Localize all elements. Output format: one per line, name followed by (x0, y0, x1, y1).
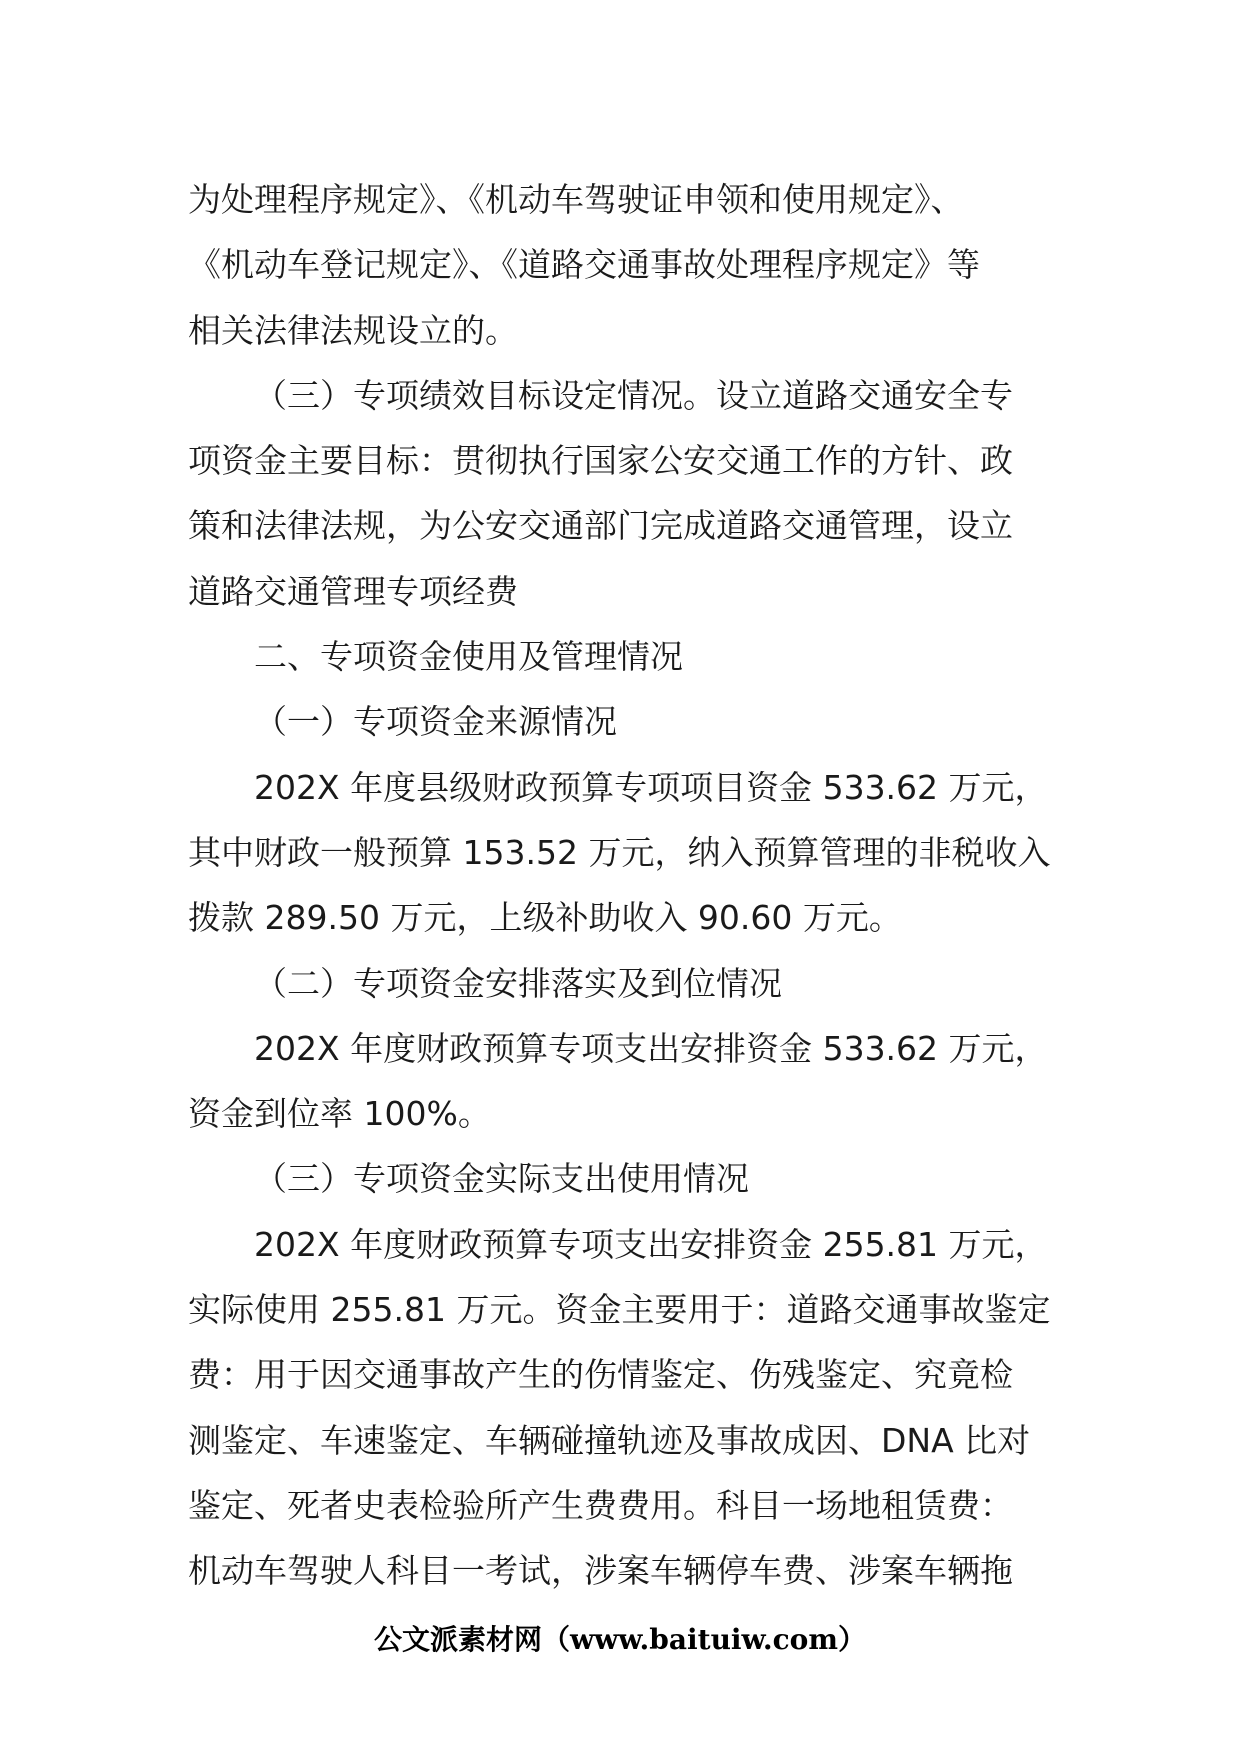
text-line: 鉴定、死者史表检验所产生费费用。科目一场地租赁费： (188, 1485, 1013, 1525)
text-line: 202X 年度财政预算专项支出安排资金 533.62 万元， (254, 1028, 1048, 1068)
text-line: 202X 年度县级财政预算专项项目资金 533.62 万元， (254, 767, 1048, 807)
subsection-heading-paragraph: （三）专项绩效目标设定情况。设立道路交通安全专 (254, 375, 1013, 415)
text-line: 《机动车登记规定》、《道路交通事故处理程序规定》等 (188, 245, 980, 285)
text-line: 项资金主要目标：贯彻执行国家公安交通工作的方针、政 (188, 441, 1013, 481)
text-line: 为处理程序规定》、《机动车驾驶证申领和使用规定》、 (188, 180, 964, 219)
document-body (188, 167, 1063, 1604)
text-line: 拨款 289.50 万元，上级补助收入 90.60 万元。 (188, 898, 902, 938)
text-line: 其中财政一般预算 153.52 万元，纳入预算管理的非税收入 (188, 832, 1051, 872)
section-heading: 二、专项资金使用及管理情况 (254, 637, 683, 677)
text-line: 资金到位率 100%。 (188, 1094, 491, 1134)
text-line: 策和法律法规，为公安交通部门完成道路交通管理，设立 (188, 506, 1013, 546)
subsection-heading: （三）专项资金实际支出使用情况 (254, 1159, 749, 1199)
footer-watermark: 公文派素材网（www.baituiw.com） (374, 1623, 866, 1656)
text-line: 道路交通管理专项经费 (188, 571, 518, 611)
subsection-heading: （一）专项资金来源情况 (254, 702, 617, 742)
text-line: 测鉴定、车速鉴定、车辆碰撞轨迹及事故成因、DNA 比对 (188, 1420, 1031, 1460)
subsection-heading: （二）专项资金安排落实及到位情况 (254, 963, 782, 1003)
text-line: 202X 年度财政预算专项支出安排资金 255.81 万元， (254, 1224, 1048, 1264)
text-line: 费：用于因交通事故产生的伤情鉴定、伤残鉴定、究竟检 (188, 1355, 1013, 1395)
text-line: 机动车驾驶人科目一考试，涉案车辆停车费、涉案车辆拖 (188, 1551, 1013, 1591)
text-line: 相关法律法规设立的。 (188, 310, 518, 350)
text-line: 实际使用 255.81 万元。资金主要用于：道路交通事故鉴定 (188, 1290, 1051, 1330)
